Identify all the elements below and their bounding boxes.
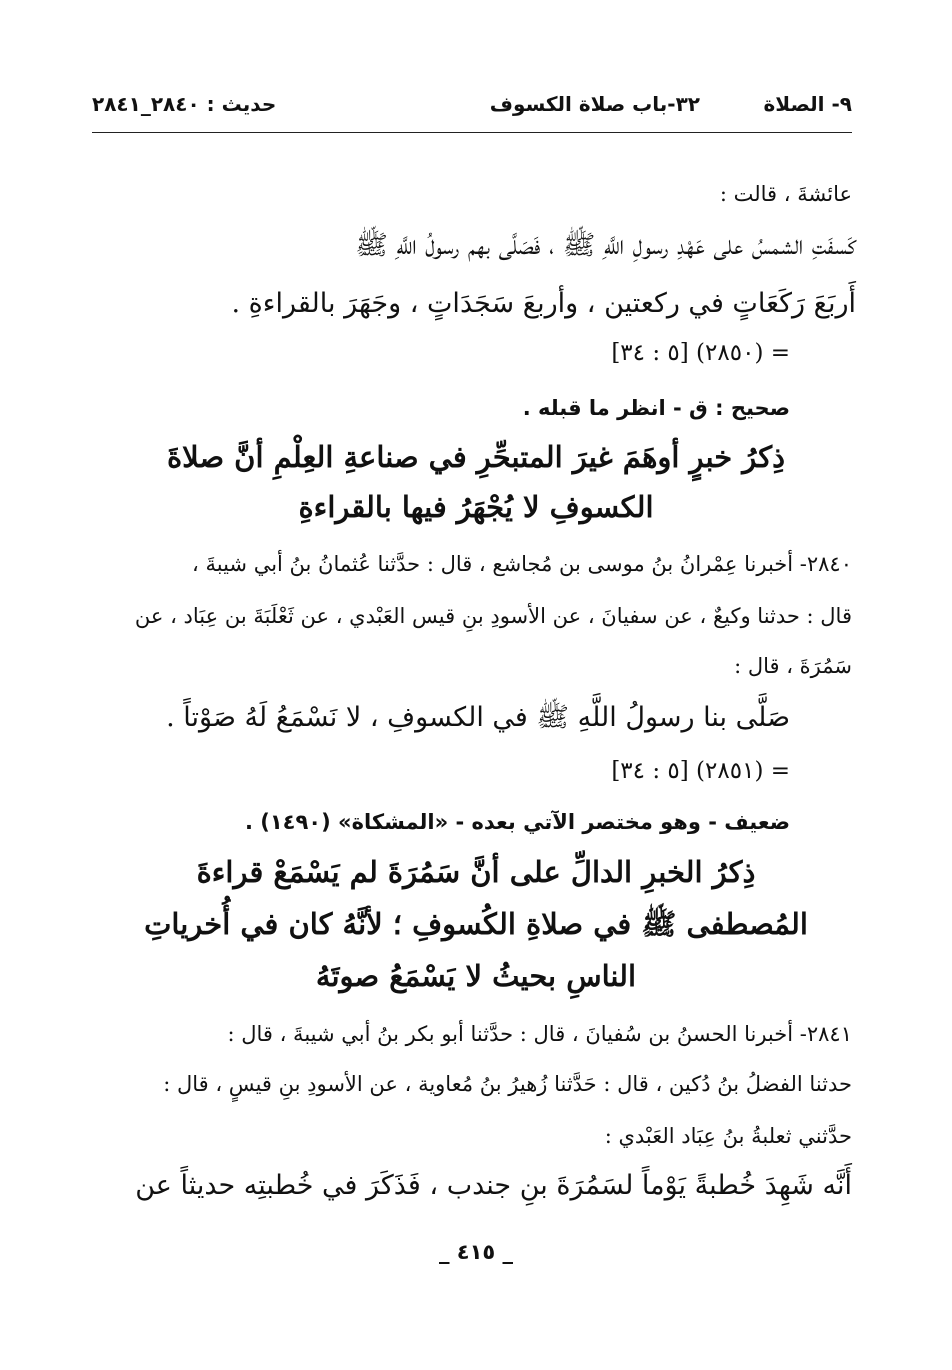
isnad-line: حدثنا الفضلُ بنُ دُكين ، قال : حَدَّثنا زُهيرُ بنُ مُعاوية ، عن الأسودِ بنِ قيسٍ ، قال : xyxy=(163,1072,852,1096)
chapter-heading-line: ذِكرُ الخبرِ الدالِّ على أنَّ سَمُرَةَ لم يَسْمَعْ قراءةَ xyxy=(196,855,756,889)
header-divider xyxy=(92,132,852,133)
grading-note: صحيح : ق - انظر ما قبله . xyxy=(522,396,790,420)
hadith-text-line: أَربَعَ رَكَعَاتٍ في ركعتين ، وأربعَ سَجَدَاتٍ ، وجَهَرَ بالقراءةِ . xyxy=(231,288,856,319)
hadith-text-line: كَسفَتِ الشمسُ على عَهْدِ رسولِ اللَّهِ ﷺ ، فَصَلَّى بهم رسولُ اللَّهِ ﷺ xyxy=(355,230,856,261)
cross-reference: = (٢٨٥١) [٥ : ٣٤] xyxy=(611,758,790,784)
isnad-line: ٢٨٤١- أخبرنا الحسنُ بن سُفيانَ ، قال : حدَّثنا أبو بكر بنُ أبي شيبةَ ، قال : xyxy=(227,1022,852,1046)
isnad-line: قال : حدثنا وكيعٌ ، عن سفيانَ ، عن الأسودِ بنِ قيس العَبْدي ، عن ثَعْلَبَةَ بن عِبَاد ، عن xyxy=(134,604,852,628)
header-chapter-title: ٣٢-باب صلاة الكسوف xyxy=(489,92,700,116)
running-header xyxy=(92,92,852,128)
hadith-text-line: أَنَّه شَهِدَ خُطبةً يَوْماً لسَمُرَةَ بنِ جندب ، فَذَكَرَ في خُطبتِه حديثاً عن xyxy=(135,1170,852,1201)
isnad-line: حدَّثني ثعلبةُ بنُ عِبَاد العَبْدي : xyxy=(604,1124,852,1148)
chapter-heading-line: الكسوفِ لا يُجْهَرُ فيها بالقراءةِ xyxy=(298,490,654,524)
chapter-heading-line: الناسِ بحيثُ لا يَسْمَعُ صوتَهُ xyxy=(315,959,637,993)
cross-reference: = (٢٨٥٠) [٥ : ٣٤] xyxy=(611,340,790,366)
isnad-line: ٢٨٤٠- أخبرنا عِمْرانُ بنُ موسى بن مُجاشع ، قال : حدَّثنا عُثمانُ بنُ أبي شيبةَ ، xyxy=(192,552,852,576)
header-hadith-range: حديث : ٢٨٤٠_٢٨٤١ xyxy=(92,92,277,116)
isnad-line: سَمُرَةَ ، قال : xyxy=(734,654,852,678)
hadith-text-line: صَلَّى بنا رسولُ اللَّهِ ﷺ في الكسوفِ ، لا نَسْمَعُ لَهُ صَوْتاً . xyxy=(166,702,790,733)
text-line: عائشةَ ، قالت : xyxy=(719,182,852,206)
header-section-title: ٩- الصلاة xyxy=(763,92,852,116)
page-number: _ ٤١٥ _ xyxy=(438,1240,514,1264)
chapter-heading-line: ذِكرُ خبرٍ أوهَمَ غيرَ المتبحِّرِ في صناعةِ العِلْمِ أنَّ صلاةَ xyxy=(166,440,786,474)
chapter-heading-line: المُصطفى ﷺ في صلاةِ الكُسوفِ ؛ لأنَّهُ كان في أُخرياتِ xyxy=(144,907,808,941)
grading-note: ضعيف - وهو مختصر الآتي بعده - «المشكاة» (١٤٩٠) . xyxy=(244,810,790,834)
